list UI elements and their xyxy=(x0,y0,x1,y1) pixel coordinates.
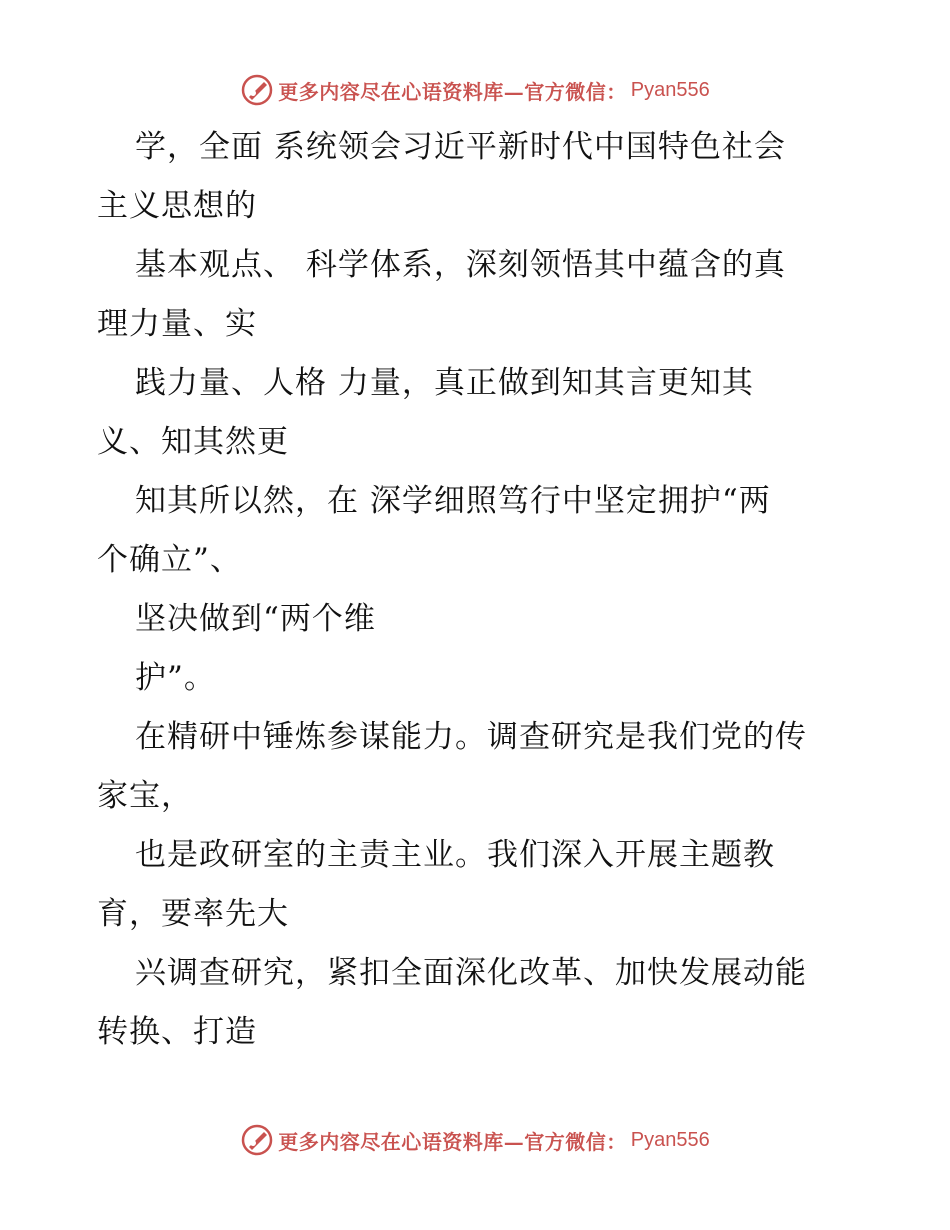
text-line: 家宝， xyxy=(97,778,193,814)
text-line: 坚决做到“两个维 xyxy=(135,601,376,637)
text-line: 兴调查研究，紧扣全面深化改革、加快发展动能 xyxy=(135,955,807,991)
text-line: 基本观点、 科学体系，深刻领悟其中蕴含的真 xyxy=(135,247,786,283)
text-line: 知其所以然，在 深学细照笃行中坚定拥护“两 xyxy=(135,483,771,519)
banner-text: 更多内容尽在心语资料库—官方微信： xyxy=(278,1129,627,1154)
text-line: 育，要率先大 xyxy=(97,896,289,932)
text-line: 也是政研室的主责主业。我们深入开展主题教 xyxy=(135,837,775,873)
text-line: 转换、打造 xyxy=(97,1014,257,1050)
logo-icon xyxy=(240,1123,274,1157)
banner-contact: Pyan556 xyxy=(630,1128,710,1151)
text-line: 践力量、人格 力量，真正做到知其言更知其 xyxy=(135,365,754,401)
banner-text: 更多内容尽在心语资料库—官方微信： xyxy=(278,79,627,104)
banner-contact: Pyan556 xyxy=(630,78,710,101)
footer-banner xyxy=(0,1120,950,1160)
text-line: 个确立”、 xyxy=(97,542,242,578)
text-line: 护”。 xyxy=(135,660,216,696)
text-line: 学，全面 系统领会习近平新时代中国特色社会 xyxy=(135,129,786,165)
text-line: 义、知其然更 xyxy=(97,424,289,460)
header-banner xyxy=(0,70,950,110)
text-line: 在精研中锤炼参谋能力。调查研究是我们党的传 xyxy=(135,719,807,755)
text-line: 主义思想的 xyxy=(97,188,257,224)
document-body xyxy=(97,118,867,1062)
logo-icon xyxy=(240,73,274,107)
text-line: 理力量、实 xyxy=(97,306,257,342)
